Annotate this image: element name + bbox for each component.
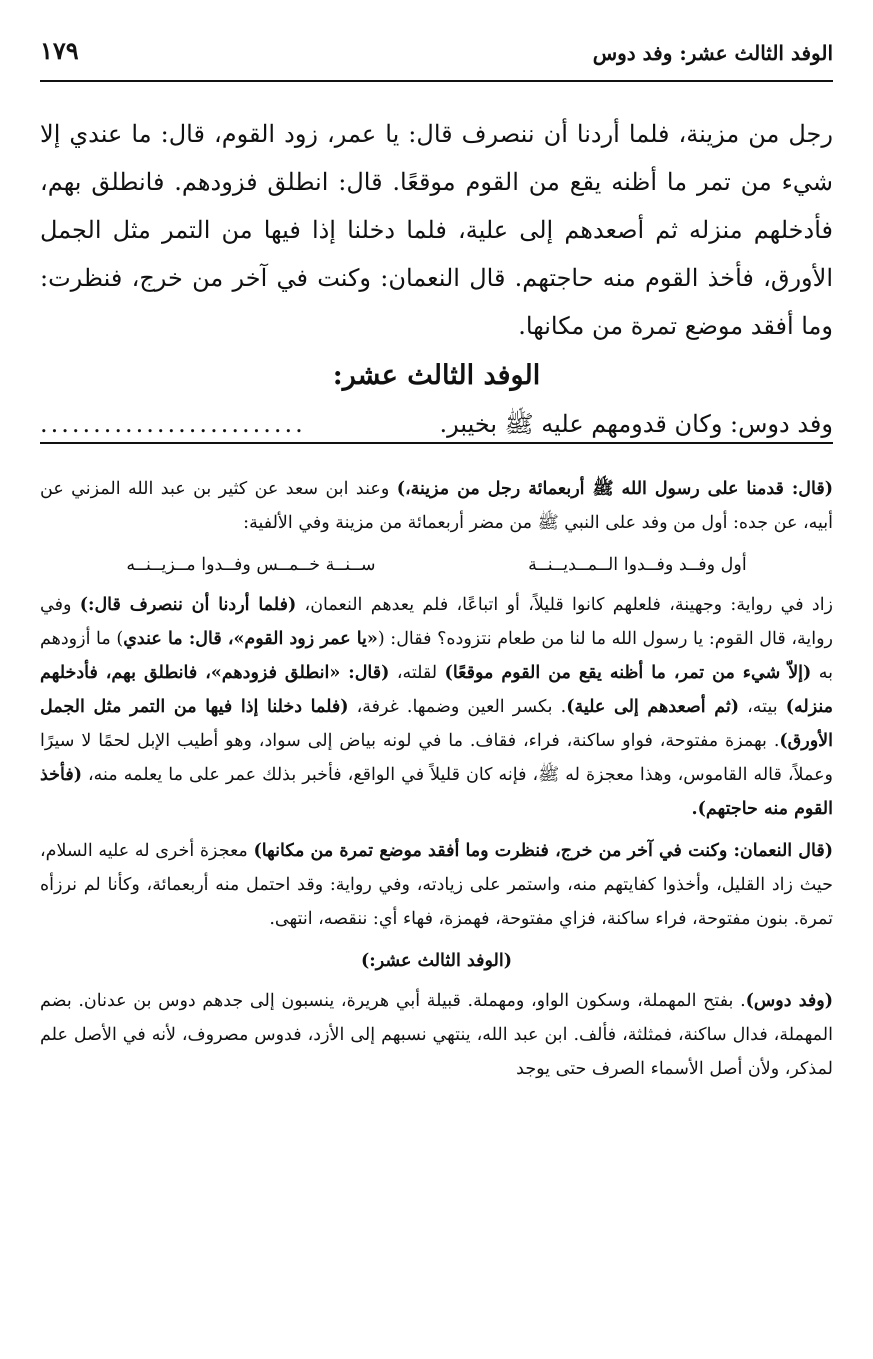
quoted-text: (قال النعمان: وكنت في آخر من خرج، فنظرت وما أفقد موضع تمرة من مكانها): [253, 841, 833, 861]
explanation-text: وعند ابن سعد عن كثير بن عبد الله المزني عن أبيه، عن جده: أول من وفد على النبي ﷺ من مضر أربعمائة من مزينة وفي الألفية:: [40, 479, 833, 533]
explanation-text: ) ما أزودهم به: [40, 629, 833, 683]
commentary: [40, 472, 833, 1094]
quoted-text: «يا عمر زود القوم»، قال: ما عندي: [123, 629, 378, 649]
quoted-text: (إلاّ شيء من تمر، ما أظنه يقع من القوم موقعًا): [444, 663, 812, 683]
commentary-paragraph-4: [40, 984, 833, 1086]
commentary-paragraph-3: [40, 834, 833, 936]
explanation-text: بيته،: [739, 697, 786, 717]
verse-second-hemistich: ســنــة خــمــس وفــدوا مــزيــنــه: [126, 555, 376, 575]
commentary-subtitle: (الوفد الثالث عشر:): [360, 951, 513, 971]
section-line: [40, 400, 833, 448]
commentary-paragraph-2: زاد في رواية: وجهينة، فلعلهم كانوا قليلاً، أو اتباعًا، فلم يعدهم النعمان، (فلما أردنا أن ننصرف قال:) وفي رواية، قال القوم: يا رسول الله ما لنا من طعام نتزوده؟ فقال: («يا عمر زود القوم»، قال: ما عندي) ما أزودهم به (إلاّ شيء من تمر، ما أظنه يقع من القوم موقعًا) لقلته، (قال: «انطلق فزودهم»، فانطلق بهم، فأدخلهم منزله) بيته، (ثم أصعدهم إلى علية). بكسر العين وضمها. غرفة، (فلما دخلنا إذا فيها من التمر مثل الجمل الأورق). بهمزة مفتوحة، فواو ساكنة، فراء، فقاف. ما في لونه بياض إلى سواد، وهو أطيب الإبل لحمًا لا سيرًا وعملاً، قاله القاموس، وهذا معجزة له ﷺ، فإنه كان قليلاً في الواقع، فأخبر بذلك عمر على ما يعلمه منه، (فأخذ القوم منه حاجتهم).: [40, 595, 834, 819]
footnote-divider: [40, 442, 833, 444]
main-text: [40, 110, 833, 448]
quoted-text: (قال: «انطلق فزودهم»، فانطلق بهم، فأدخلهم منزله): [40, 663, 834, 717]
explanation-text: معجزة أخرى له عليه السلام، حيث زاد القليل، وأخذوا كفايتهم منه، واستمر على زيادته، وفي رواية: وقد احتمل منه أربعمائة، وكأنا لم نرزأه تمرة. بنون مفتوحة، فراء ساكنة، فزاي مفتوحة، فهمزة، فهاء أي: ننقصه، انتهى.: [40, 841, 833, 929]
verse-first-hemistich: أول وفــد وفــدوا الــمــديــنــة: [528, 555, 747, 575]
quoted-text: (فلما أردنا أن ننصرف قال:): [79, 595, 297, 615]
running-header: [40, 36, 833, 65]
running-title: الوفد الثالث عشر: وفد دوس: [592, 41, 833, 65]
explanation-text: لقلته،: [389, 663, 445, 683]
explanation-text: . بكسر العين وضمها. غرفة،: [348, 697, 567, 717]
explanation-text: وفي رواية، قال القوم: يا رسول الله ما لنا من طعام نتزوده؟ فقال:: [40, 595, 834, 649]
explanation-text: . بهمزة مفتوحة، فواو ساكنة، فراء، فقاف. ما في لونه بياض إلى سواد، وهو أطيب الإبل لحمًا لا سيرًا وعملاً، قاله القاموس، وهذا معجزة له ﷺ، فإنه كان قليلاً في الواقع، فأخبر بذلك عمر على ما يعلمه منه،: [40, 731, 833, 785]
quoted-text: (قال: قدمنا على رسول الله ﷺ أربعمائة رجل من مزينة،): [396, 479, 833, 499]
explanation-text: زاد في رواية: وجهينة، فلعلهم كانوا قليلاً، أو اتباعًا، فلم يعدهم النعمان،: [296, 595, 834, 615]
explanation-text: . بفتح المهملة، وسكون الواو، ومهملة. قبيلة أبي هريرة، ينسبون إلى جدهم دوس بن عدنان. بضم المهملة، فدال ساكنة، فمثلثة، فألف. ابن عبد الله، ينتهي نسبهم إلى الأزد، فدوس مصروف، لأنه في الأصل علم لمذكر، ولأن أصل الأسماء الصرف حتى يوجد: [40, 991, 833, 1079]
page-number: ١٧٩: [40, 36, 79, 65]
commentary-paragraph-1: [40, 472, 833, 540]
header-divider: [40, 80, 833, 82]
ellipsis-dots: .........................: [40, 410, 306, 438]
quoted-text: (فلما دخلنا إذا فيها من التمر مثل الجمل الأورق): [40, 697, 833, 751]
section-line-text: وفد دوس: وكان قدومهم عليه ﷺ بخيبر.: [439, 410, 833, 438]
section-title: الوفد الثالث عشر:: [332, 360, 541, 391]
main-paragraph: رجل من مزينة، فلما أردنا أن ننصرف قال: يا عمر، زود القوم، قال: ما عندي إلا شيء من تمر ما أظنه يقع من القوم موقعًا. قال: انطلق فزودهم. فانطلق بهم، فأدخلهم منزله ثم أصعدهم إلى علية، فلما دخلنا إذا فيها من التمر مثل الجمل الأورق، فأخذ القوم منه حاجتهم. قال النعمان: وكنت في آخر من خرج، فنظرت: وما أفقد موضع تمرة من مكانها.: [40, 120, 833, 340]
quoted-text: (ثم أصعدهم إلى علية): [566, 697, 740, 717]
quoted-text: (فأخذ القوم منه حاجتهم).: [40, 765, 833, 819]
quoted-text: (وفد دوس): [745, 991, 833, 1011]
poetry-verse: [40, 548, 833, 582]
